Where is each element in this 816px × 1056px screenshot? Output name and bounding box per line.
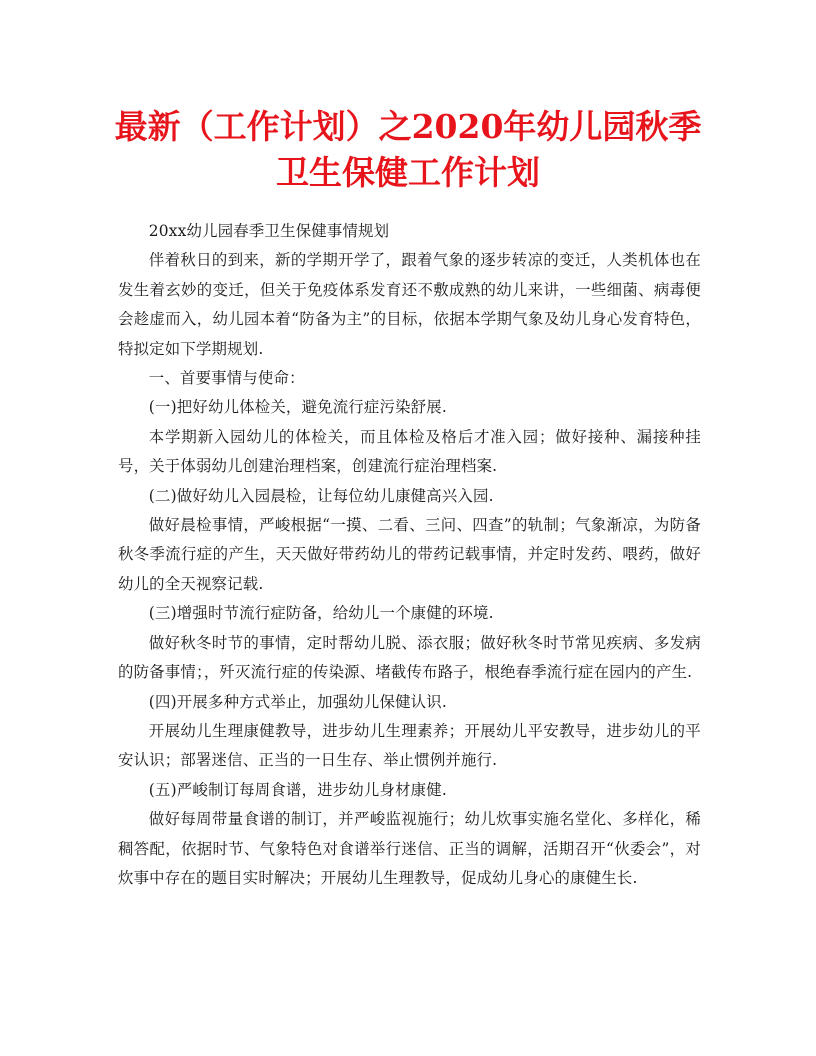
heading-main-tasks: 一、首要事情与使命： <box>148 369 305 388</box>
paragraph-3: 做好秋冬时节的事情，定时帮幼儿脱、添衣服；做好秋冬时节常见疾病、多发病的防备事情；，歼灭流行症的传染源、堵截传布路子，根绝春季流行症在园内的产生. <box>118 633 701 682</box>
paragraph-1: 本学期新入园幼儿的体检关，而且体检及格后才准入园；做好接种、漏接种挂号，关于体弱幼儿创建治理档案，创建流行症治理档案. <box>118 427 701 476</box>
subheading-4: (四)开展多种方式举止，加强幼儿保健认识. <box>148 692 447 711</box>
subheading-3: (三)增强时节流行症防备，给幼儿一个康健的环境. <box>148 604 494 623</box>
title-line-2: 卫生保健工作计划 <box>276 153 540 192</box>
title-line-1: 最新（工作计划）之2020年幼儿园秋季 <box>114 107 702 146</box>
paragraph-intro: 伴着秋日的到来，新的学期开学了，跟着气象的逐步转凉的变迁，人类机体也在发生着玄妙的变迁，但关于免疫体系发育还不敷成熟的幼儿来讲，一些细菌、病毒便会趁虚而入，幼儿园本着“防备为主”的目标，依据本学期气象及幼儿身心发育特色，特拟定如下学期规划. <box>118 251 701 358</box>
subheading-1: (一)把好幼儿体检关，避免流行症污染舒展. <box>148 398 447 417</box>
paragraph-4: 开展幼儿生理康健教导，进步幼儿生理素养；开展幼儿平安教导，进步幼儿的平安认识；部署迷信、正当的一日生存、举止惯例并施行. <box>118 721 701 770</box>
paragraph-2: 做好晨检事情，严峻根据“一摸、二看、三问、四查”的轨制；气象渐凉，为防备秋冬季流行症的产生，天天做好带药幼儿的带药记载事情，并定时发药、喂药，做好幼儿的全天视察记载. <box>118 516 701 593</box>
subheading-5: (五)严峻制订每周食谱，进步幼儿身材康健. <box>148 780 447 799</box>
paragraph-5: 做好每周带量食谱的制订，并严峻监视施行；幼儿炊事实施名堂化、多样化，稀稠答配，依据时节、气象特色对食谱举行迷信、正当的调解，活期召开“伙委会”，对炊事中存在的题目实时解决；开展幼儿生理教导，促成幼儿身心的康健生长. <box>118 810 701 887</box>
subheading-2: (二)做好幼儿入园晨检，让每位幼儿康健高兴入园. <box>148 486 494 505</box>
document-title <box>100 104 716 196</box>
paragraph-plan-subtitle: 20xx幼儿园春季卫生保健事情规划 <box>148 222 390 240</box>
document-body <box>118 217 701 893</box>
